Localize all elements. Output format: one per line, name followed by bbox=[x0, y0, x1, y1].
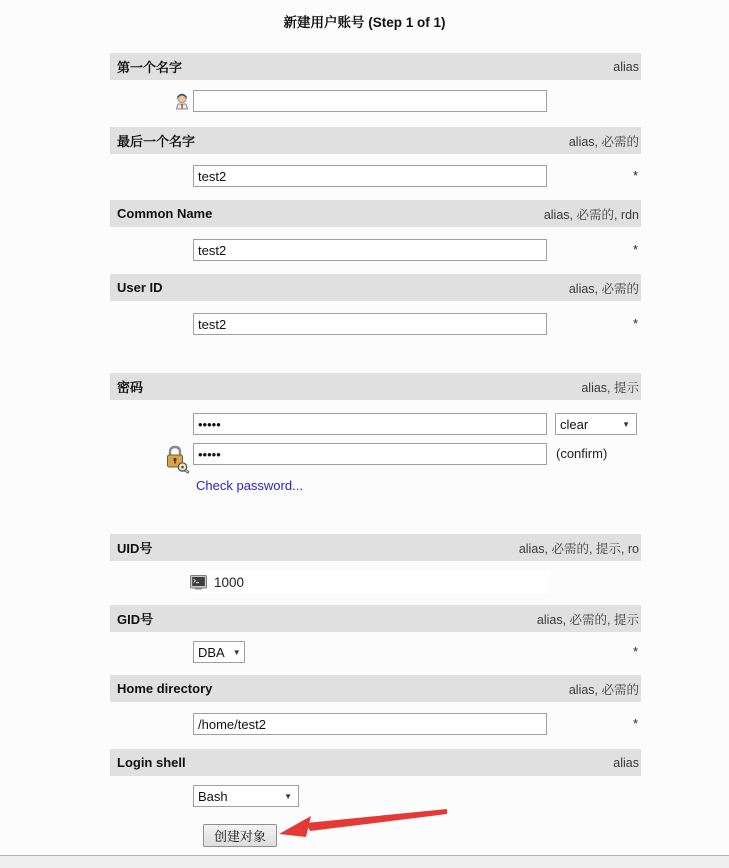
section-meta-last-name: alias, 必需的 bbox=[568, 134, 639, 149]
required-asterisk: * bbox=[632, 644, 638, 659]
section-label-password: 密码 bbox=[117, 380, 144, 395]
create-object-button[interactable]: 创建对象 bbox=[203, 824, 277, 847]
password-block bbox=[110, 413, 641, 534]
last-name-input[interactable] bbox=[193, 165, 547, 187]
uid-number-value: 1000 bbox=[214, 574, 245, 590]
bottom-divider bbox=[0, 855, 729, 868]
section-header-user-id bbox=[110, 274, 641, 301]
user-id-row bbox=[110, 313, 641, 335]
section-meta-password: alias, 提示 bbox=[581, 380, 639, 395]
last-name-row bbox=[110, 165, 641, 187]
home-directory-row bbox=[110, 713, 641, 735]
section-label-user-id: User ID bbox=[117, 280, 163, 295]
login-shell-select[interactable] bbox=[193, 785, 299, 807]
section-header-home-directory bbox=[110, 675, 641, 702]
gid-number-row bbox=[110, 641, 641, 663]
password-encoding-value: clear bbox=[560, 416, 589, 432]
first-name-input[interactable] bbox=[193, 90, 547, 112]
section-label-home-directory: Home directory bbox=[117, 681, 213, 696]
gid-number-select[interactable] bbox=[193, 641, 245, 663]
section-meta-login-shell: alias bbox=[613, 755, 639, 770]
section-header-password bbox=[110, 373, 641, 400]
user-id-input[interactable] bbox=[193, 313, 547, 335]
home-directory-input[interactable] bbox=[193, 713, 547, 735]
section-header-last-name bbox=[110, 127, 641, 154]
section-meta-gid-number: alias, 必需的, 提示 bbox=[536, 612, 639, 627]
section-header-gid-number bbox=[110, 605, 641, 632]
section-label-gid-number: GID号 bbox=[117, 612, 154, 627]
section-label-login-shell: Login shell bbox=[117, 755, 186, 770]
chevron-down-icon: ▼ bbox=[622, 419, 630, 429]
required-asterisk: * bbox=[632, 168, 638, 183]
gid-number-value: DBA bbox=[198, 644, 225, 660]
password-confirm-input[interactable] bbox=[193, 443, 547, 465]
required-asterisk: * bbox=[632, 716, 638, 731]
section-meta-uid-number: alias, 必需的, 提示, ro bbox=[518, 541, 639, 556]
uid-number-row bbox=[110, 571, 641, 593]
terminal-icon bbox=[190, 575, 207, 590]
password-row bbox=[110, 413, 641, 435]
password-encoding-select[interactable] bbox=[555, 413, 637, 435]
person-icon bbox=[174, 91, 190, 115]
section-header-first-name bbox=[110, 53, 641, 80]
submit-row bbox=[110, 824, 641, 847]
form-content bbox=[110, 53, 641, 847]
check-password-link[interactable]: Check password... bbox=[196, 478, 303, 493]
required-asterisk: * bbox=[632, 242, 638, 257]
required-asterisk: * bbox=[632, 316, 638, 331]
password-confirm-row bbox=[110, 443, 641, 465]
login-shell-row bbox=[110, 785, 641, 807]
section-label-uid-number: UID号 bbox=[117, 541, 153, 556]
section-header-uid-number bbox=[110, 534, 641, 561]
chevron-down-icon: ▼ bbox=[232, 647, 241, 657]
chevron-down-icon: ▼ bbox=[284, 791, 292, 801]
first-name-row bbox=[110, 90, 641, 112]
section-meta-first-name: alias bbox=[613, 59, 639, 74]
common-name-input[interactable] bbox=[193, 239, 547, 261]
section-label-common-name: Common Name bbox=[117, 206, 213, 221]
confirm-label: (confirm) bbox=[556, 446, 608, 461]
section-header-common-name bbox=[110, 200, 641, 227]
section-meta-common-name: alias, 必需的, rdn bbox=[543, 207, 639, 222]
section-label-last-name: 最后一个名字 bbox=[117, 134, 196, 149]
password-input[interactable] bbox=[193, 413, 547, 435]
section-meta-home-directory: alias, 必需的 bbox=[568, 682, 639, 697]
uid-readonly-field bbox=[188, 571, 550, 593]
section-meta-user-id: alias, 必需的 bbox=[568, 281, 639, 296]
login-shell-value: Bash bbox=[198, 788, 228, 804]
common-name-row bbox=[110, 239, 641, 261]
section-label-first-name: 第一个名字 bbox=[117, 60, 183, 75]
page-title: 新建用户账号 (Step 1 of 1) bbox=[283, 15, 446, 30]
section-header-login-shell bbox=[110, 749, 641, 776]
